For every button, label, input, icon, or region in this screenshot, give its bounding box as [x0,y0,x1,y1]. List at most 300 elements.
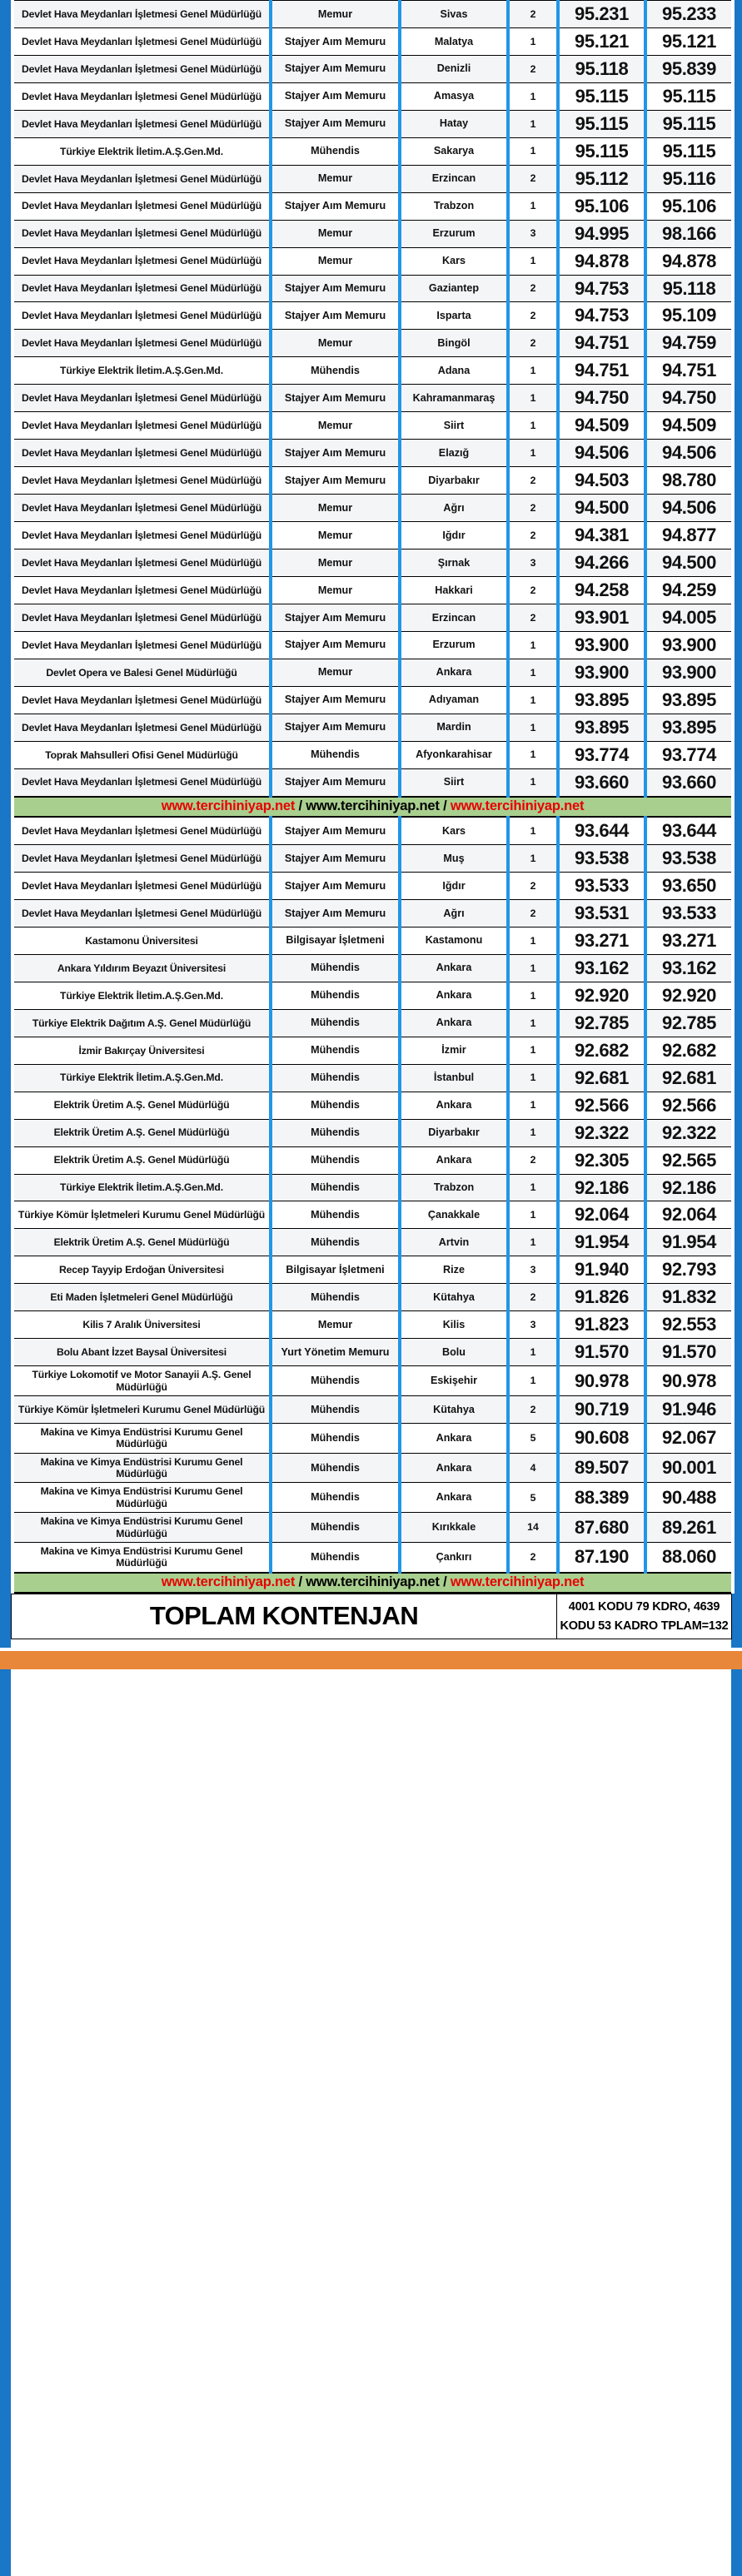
row-kurum: Elektrik Üretim A.Ş. Genel Müdürlüğü [12,1146,271,1174]
ad-banner-link-1[interactable]: www.tercihiniyap.net [161,1574,296,1589]
ad-banner-separator-2: / [439,1574,451,1589]
row-kurum: Devlet Hava Meydanları İşletmesi Genel Müdürlüğü [12,845,271,873]
row-kurum: Recep Tayyip Erdoğan Üniversitesi [12,1256,271,1284]
table-row [12,1119,733,1146]
row-il: Diyarbakır [400,1119,508,1146]
row-taban-puan: 93.895 [645,714,733,741]
row-kurum: Elektrik Üretim A.Ş. Genel Müdürlüğü [12,1229,271,1256]
table-row [12,192,733,220]
row-unvan: Mühendis [271,1453,400,1483]
row-kontenjan: 1 [508,1201,558,1229]
row-unvan: Stajyer Aım Memuru [271,467,400,495]
table-row [12,1284,733,1311]
row-taban-puan: 90.001 [645,1453,733,1483]
table-row [12,1009,733,1037]
row-taban-puan: 92.553 [645,1311,733,1339]
row-il: Isparta [400,302,508,330]
row-unvan: Stajyer Aım Memuru [271,385,400,412]
row-kurum: Türkiye Elektrik İletim.A.Ş.Gen.Md. [12,137,271,165]
row-taban-puan: 95.106 [645,192,733,220]
row-tavan-puan: 92.681 [558,1064,645,1092]
row-il: Erzincan [400,165,508,192]
row-tavan-puan: 95.115 [558,82,645,110]
row-taban-puan: 94.759 [645,330,733,357]
row-tavan-puan: 95.112 [558,165,645,192]
row-il: Diyarbakır [400,467,508,495]
toplam-kontenjan-value [557,1594,732,1639]
row-kontenjan: 2 [508,302,558,330]
row-taban-puan: 93.895 [645,686,733,714]
row-unvan: Memur [271,577,400,604]
row-kurum: Türkiye Kömür İşletmeleri Kurumu Genel Müdürlüğü [12,1395,271,1423]
row-taban-puan: 93.162 [645,954,733,982]
row-unvan: Stajyer Aım Memuru [271,82,400,110]
row-tavan-puan: 91.823 [558,1311,645,1339]
row-taban-puan: 94.509 [645,412,733,440]
row-kontenjan: 1 [508,412,558,440]
row-il: Ankara [400,1453,508,1483]
row-kontenjan: 1 [508,1229,558,1256]
row-taban-puan: 93.900 [645,631,733,659]
kadro-table [11,0,735,1594]
table-row [12,1146,733,1174]
row-taban-puan: 93.538 [645,845,733,873]
row-kurum: Devlet Hava Meydanları İşletmesi Genel Müdürlüğü [12,522,271,550]
row-kontenjan: 3 [508,1256,558,1284]
row-kurum: Türkiye Elektrik Dağıtım A.Ş. Genel Müdürlüğü [12,1009,271,1037]
row-il: Artvin [400,1229,508,1256]
table-row [12,110,733,137]
row-unvan: Stajyer Aım Memuru [271,110,400,137]
sheet-inner [11,0,731,1648]
row-kontenjan: 1 [508,845,558,873]
ad-banner-separator-2: / [439,798,451,813]
ad-banner-row [12,1573,733,1593]
row-kontenjan: 1 [508,440,558,467]
table-row [12,550,733,577]
row-kurum: Devlet Hava Meydanları İşletmesi Genel Müdürlüğü [12,1,271,28]
table-row [12,1092,733,1119]
row-kontenjan: 2 [508,522,558,550]
row-tavan-puan: 92.566 [558,1092,645,1119]
table-row [12,604,733,631]
row-unvan: Stajyer Aım Memuru [271,873,400,900]
ad-banner-link-3[interactable]: www.tercihiniyap.net [450,798,585,813]
row-taban-puan: 93.774 [645,741,733,768]
row-kontenjan: 3 [508,220,558,247]
row-kurum: Elektrik Üretim A.Ş. Genel Müdürlüğü [12,1119,271,1146]
row-tavan-puan: 94.258 [558,577,645,604]
row-taban-puan: 89.261 [645,1513,733,1543]
table-row [12,1201,733,1229]
row-kurum: Devlet Hava Meydanları İşletmesi Genel Müdürlüğü [12,817,271,844]
row-taban-puan: 93.650 [645,873,733,900]
row-kontenjan: 1 [508,631,558,659]
row-taban-puan: 95.121 [645,27,733,55]
row-unvan: Stajyer Aım Memuru [271,817,400,844]
row-il: Kastamonu [400,927,508,954]
row-taban-puan: 95.116 [645,165,733,192]
row-tavan-puan: 87.680 [558,1513,645,1543]
row-unvan: Stajyer Aım Memuru [271,899,400,927]
row-tavan-puan: 93.660 [558,768,645,796]
table-row [12,1423,733,1453]
table-row [12,137,733,165]
table-row [12,1366,733,1396]
row-unvan: Memur [271,522,400,550]
table-row [12,686,733,714]
row-tavan-puan: 95.118 [558,55,645,82]
row-kurum: Devlet Hava Meydanları İşletmesi Genel Müdürlüğü [12,165,271,192]
row-unvan: Mühendis [271,137,400,165]
row-il: Kilis [400,1311,508,1339]
row-taban-puan: 93.660 [645,768,733,796]
row-unvan: Mühendis [271,1229,400,1256]
row-taban-puan: 94.506 [645,495,733,522]
row-taban-puan: 88.060 [645,1543,733,1573]
ad-banner-separator-1: / [295,1574,306,1589]
row-unvan: Mühendis [271,1037,400,1064]
row-tavan-puan: 93.162 [558,954,645,982]
row-unvan: Mühendis [271,1543,400,1573]
row-tavan-puan: 94.995 [558,220,645,247]
row-il: Ankara [400,1423,508,1453]
toplam-kontenjan-row [12,1594,732,1639]
row-tavan-puan: 93.538 [558,845,645,873]
table-row [12,82,733,110]
table-row [12,817,733,844]
row-il: Ankara [400,1146,508,1174]
row-unvan: Stajyer Aım Memuru [271,302,400,330]
row-taban-puan: 92.565 [645,1146,733,1174]
row-taban-puan: 92.186 [645,1174,733,1201]
row-tavan-puan: 92.064 [558,1201,645,1229]
row-kurum: Devlet Hava Meydanları İşletmesi Genel Müdürlüğü [12,440,271,467]
row-kontenjan: 1 [508,741,558,768]
toplam-kontenjan-label: TOPLAM KONTENJAN [12,1594,557,1639]
table-row [12,1256,733,1284]
row-il: Iğdır [400,522,508,550]
table-row [12,27,733,55]
row-tavan-puan: 93.533 [558,873,645,900]
row-taban-puan: 91.946 [645,1395,733,1423]
row-unvan: Mühendis [271,741,400,768]
row-il: Muş [400,845,508,873]
row-tavan-puan: 92.920 [558,982,645,1009]
row-taban-puan: 93.271 [645,927,733,954]
row-unvan: Mühendis [271,1513,400,1543]
row-taban-puan: 95.115 [645,82,733,110]
ad-banner-cell[interactable] [12,1573,733,1593]
ad-banner-link-3[interactable]: www.tercihiniyap.net [450,1574,585,1589]
row-unvan: Memur [271,165,400,192]
row-tavan-puan: 94.381 [558,522,645,550]
row-tavan-puan: 94.753 [558,275,645,302]
table-row [12,1395,733,1423]
row-tavan-puan: 91.940 [558,1256,645,1284]
row-il: Ağrı [400,899,508,927]
table-row [12,1311,733,1339]
row-il: Çanakkale [400,1201,508,1229]
row-kurum: Devlet Hava Meydanları İşletmesi Genel Müdürlüğü [12,768,271,796]
row-unvan: Mühendis [271,1483,400,1513]
row-kontenjan: 1 [508,385,558,412]
row-tavan-puan: 94.509 [558,412,645,440]
row-kurum: Elektrik Üretim A.Ş. Genel Müdürlüğü [12,1092,271,1119]
row-taban-puan: 92.793 [645,1256,733,1284]
row-kontenjan: 1 [508,192,558,220]
row-unvan: Mühendis [271,1284,400,1311]
row-il: Ankara [400,1092,508,1119]
kadro-table-body [12,1,733,1594]
row-taban-puan: 95.233 [645,1,733,28]
row-kurum: Eti Maden İşletmeleri Genel Müdürlüğü [12,1284,271,1311]
table-row [12,927,733,954]
row-kurum: Devlet Hava Meydanları İşletmesi Genel Müdürlüğü [12,192,271,220]
row-kurum: Devlet Hava Meydanları İşletmesi Genel Müdürlüğü [12,873,271,900]
row-tavan-puan: 87.190 [558,1543,645,1573]
row-il: Erzurum [400,220,508,247]
row-tavan-puan: 94.751 [558,357,645,385]
row-tavan-puan: 93.900 [558,631,645,659]
table-row [12,1174,733,1201]
row-kontenjan: 4 [508,1453,558,1483]
table-row [12,440,733,467]
row-kurum: Ankara Yıldırım Beyazıt Üniversitesi [12,954,271,982]
ad-banner-link-1[interactable]: www.tercihiniyap.net [161,798,296,813]
row-unvan: Mühendis [271,1092,400,1119]
row-kurum: Devlet Hava Meydanları İşletmesi Genel Müdürlüğü [12,899,271,927]
row-tavan-puan: 93.531 [558,899,645,927]
row-unvan: Stajyer Aım Memuru [271,714,400,741]
row-unvan: Stajyer Aım Memuru [271,845,400,873]
row-tavan-puan: 90.978 [558,1366,645,1396]
row-unvan: Bilgisayar İşletmeni [271,927,400,954]
ad-banner-cell[interactable] [12,797,733,817]
row-unvan: Memur [271,412,400,440]
row-tavan-puan: 95.106 [558,192,645,220]
row-kontenjan: 2 [508,1395,558,1423]
row-kurum: Türkiye Elektrik İletim.A.Ş.Gen.Md. [12,357,271,385]
table-row [12,275,733,302]
row-il: Sivas [400,1,508,28]
row-taban-puan: 95.118 [645,275,733,302]
row-tavan-puan: 92.186 [558,1174,645,1201]
row-il: Hatay [400,110,508,137]
row-unvan: Mühendis [271,1174,400,1201]
row-il: Siirt [400,412,508,440]
table-row [12,982,733,1009]
row-tavan-puan: 94.751 [558,330,645,357]
table-row [12,165,733,192]
row-il: Elazığ [400,440,508,467]
row-kurum: Makina ve Kimya Endüstrisi Kurumu Genel Müdürlüğü [12,1513,271,1543]
bottom-orange-strip [0,1648,742,1669]
table-row [12,1339,733,1366]
row-taban-puan: 94.751 [645,357,733,385]
row-kontenjan: 1 [508,714,558,741]
row-taban-puan: 92.785 [645,1009,733,1037]
row-il: Çankırı [400,1543,508,1573]
row-il: Adana [400,357,508,385]
table-row [12,1483,733,1513]
row-kontenjan: 1 [508,357,558,385]
row-taban-puan: 92.566 [645,1092,733,1119]
row-kurum: Devlet Hava Meydanları İşletmesi Genel Müdürlüğü [12,82,271,110]
row-kurum: Kilis 7 Aralık Üniversitesi [12,1311,271,1339]
row-il: Ağrı [400,495,508,522]
row-kontenjan: 1 [508,1092,558,1119]
row-kurum: Devlet Hava Meydanları İşletmesi Genel Müdürlüğü [12,247,271,275]
row-tavan-puan: 93.900 [558,659,645,686]
row-kontenjan: 2 [508,1284,558,1311]
row-taban-puan: 92.920 [645,982,733,1009]
row-taban-puan: 94.259 [645,577,733,604]
row-kurum: Türkiye Lokomotif ve Motor Sanayii A.Ş. Genel Müdürlüğü [12,1366,271,1396]
ad-banner-link-2[interactable]: www.tercihiniyap.net [306,798,440,813]
row-kurum: Devlet Hava Meydanları İşletmesi Genel Müdürlüğü [12,110,271,137]
table-row [12,768,733,796]
row-unvan: Stajyer Aım Memuru [271,768,400,796]
table-row [12,954,733,982]
row-taban-puan: 91.954 [645,1229,733,1256]
row-il: Kütahya [400,1395,508,1423]
row-unvan: Mühendis [271,1423,400,1453]
row-kurum: Devlet Hava Meydanları İşletmesi Genel Müdürlüğü [12,714,271,741]
row-taban-puan: 94.500 [645,550,733,577]
row-kurum: Türkiye Elektrik İletim.A.Ş.Gen.Md. [12,1064,271,1092]
row-tavan-puan: 90.719 [558,1395,645,1423]
row-il: Ankara [400,954,508,982]
row-kontenjan: 3 [508,550,558,577]
table-row [12,467,733,495]
row-tavan-puan: 94.750 [558,385,645,412]
row-kontenjan: 1 [508,27,558,55]
row-kurum: Devlet Hava Meydanları İşletmesi Genel Müdürlüğü [12,631,271,659]
table-row [12,1037,733,1064]
row-taban-puan: 91.570 [645,1339,733,1366]
row-tavan-puan: 94.266 [558,550,645,577]
row-tavan-puan: 95.121 [558,27,645,55]
row-kurum: Bolu Abant İzzet Baysal Üniversitesi [12,1339,271,1366]
row-il: Eskişehir [400,1366,508,1396]
row-taban-puan: 92.064 [645,1201,733,1229]
row-il: Bingöl [400,330,508,357]
row-tavan-puan: 94.503 [558,467,645,495]
row-taban-puan: 95.109 [645,302,733,330]
row-il: Şırnak [400,550,508,577]
row-kontenjan: 2 [508,604,558,631]
table-row [12,385,733,412]
row-kurum: Devlet Hava Meydanları İşletmesi Genel Müdürlüğü [12,467,271,495]
bottom-spacer [11,1639,731,1648]
row-il: Afyonkarahisar [400,741,508,768]
row-tavan-puan: 92.682 [558,1037,645,1064]
row-taban-puan: 94.005 [645,604,733,631]
table-row [12,247,733,275]
row-il: Gaziantep [400,275,508,302]
toplam-kontenjan-value-line1: 4001 KODU 79 KDRO, 4639 [568,1600,720,1614]
ad-banner-row [12,797,733,817]
row-unvan: Stajyer Aım Memuru [271,275,400,302]
row-kontenjan: 1 [508,1037,558,1064]
row-il: Adıyaman [400,686,508,714]
row-tavan-puan: 91.826 [558,1284,645,1311]
row-il: Amasya [400,82,508,110]
row-taban-puan: 92.682 [645,1037,733,1064]
row-tavan-puan: 94.506 [558,440,645,467]
row-tavan-puan: 92.322 [558,1119,645,1146]
row-il: Rize [400,1256,508,1284]
row-taban-puan: 92.067 [645,1423,733,1453]
row-unvan: Mühendis [271,1395,400,1423]
row-taban-puan: 95.839 [645,55,733,82]
row-unvan: Mühendis [271,1119,400,1146]
table-row [12,659,733,686]
row-kontenjan: 1 [508,82,558,110]
row-unvan: Stajyer Aım Memuru [271,686,400,714]
row-kurum: Devlet Hava Meydanları İşletmesi Genel Müdürlüğü [12,275,271,302]
row-taban-puan: 94.750 [645,385,733,412]
row-kurum: Makina ve Kimya Endüstrisi Kurumu Genel Müdürlüğü [12,1483,271,1513]
row-taban-puan: 93.533 [645,899,733,927]
row-kontenjan: 2 [508,1,558,28]
row-il: Ankara [400,1483,508,1513]
row-kontenjan: 1 [508,686,558,714]
table-row [12,1543,733,1573]
row-kontenjan: 2 [508,577,558,604]
row-kontenjan: 14 [508,1513,558,1543]
row-tavan-puan: 93.774 [558,741,645,768]
table-row [12,577,733,604]
toplam-kontenjan-value-line2: KODU 53 KADRO TPLAM=132 [560,1619,729,1633]
row-tavan-puan: 91.570 [558,1339,645,1366]
row-kurum: Devlet Opera ve Balesi Genel Müdürlüğü [12,659,271,686]
table-row [12,1,733,28]
row-unvan: Bilgisayar İşletmeni [271,1256,400,1284]
row-kontenjan: 5 [508,1423,558,1453]
row-kontenjan: 1 [508,927,558,954]
row-unvan: Memur [271,550,400,577]
ad-banner-link-2[interactable]: www.tercihiniyap.net [306,1574,440,1589]
row-unvan: Memur [271,1,400,28]
row-tavan-puan: 94.878 [558,247,645,275]
row-kontenjan: 2 [508,467,558,495]
row-unvan: Memur [271,659,400,686]
row-kurum: İzmir Bakırçay Üniversitesi [12,1037,271,1064]
row-tavan-puan: 93.895 [558,714,645,741]
row-tavan-puan: 89.507 [558,1453,645,1483]
table-row [12,714,733,741]
table-row [12,495,733,522]
row-tavan-puan: 95.231 [558,1,645,28]
row-kontenjan: 1 [508,1064,558,1092]
row-kurum: Devlet Hava Meydanları İşletmesi Genel Müdürlüğü [12,220,271,247]
row-unvan: Mühendis [271,357,400,385]
row-il: Kars [400,247,508,275]
row-il: Kütahya [400,1284,508,1311]
row-il: Erzincan [400,604,508,631]
table-row [12,1453,733,1483]
row-unvan: Stajyer Aım Memuru [271,440,400,467]
toplam-kontenjan-table [11,1594,732,1639]
row-kontenjan: 1 [508,110,558,137]
row-unvan: Stajyer Aım Memuru [271,55,400,82]
ad-banner-separator-1: / [295,798,306,813]
row-unvan: Stajyer Aım Memuru [271,192,400,220]
row-il: Iğdır [400,873,508,900]
row-kurum: Türkiye Elektrik İletim.A.Ş.Gen.Md. [12,1174,271,1201]
